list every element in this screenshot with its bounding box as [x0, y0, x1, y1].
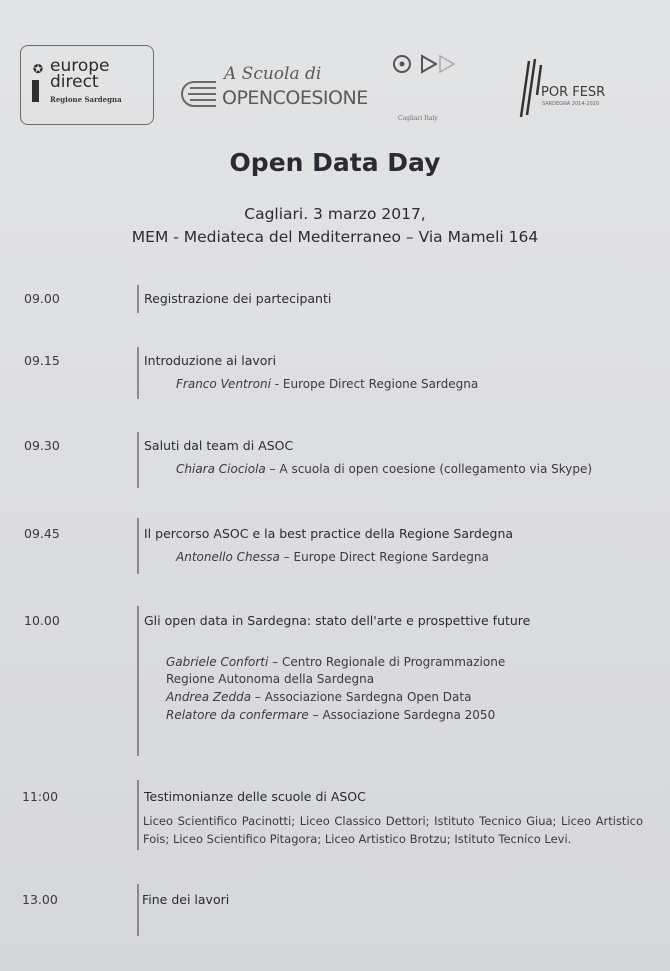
por-fesr-line1: POR FESR	[541, 85, 606, 100]
agenda-speaker	[166, 655, 505, 669]
agenda-topic: Gli open data in Sardegna: stato dell'arte e prospettive future	[144, 613, 531, 628]
por-fesr-line2: SARDEGNA 2014-2020	[542, 101, 600, 107]
agenda-topic: Introduzione ai lavori	[144, 353, 277, 368]
agenda-topic: Testimonianze delle scuole di ASOC	[144, 789, 366, 804]
speaker-affiliation: - Europe Direct Regione Sardegna	[270, 377, 479, 391]
speaker-name: Antonello Chessa	[176, 550, 280, 564]
agenda-speaker	[166, 690, 471, 704]
cagliari-text: Cagliari Italy	[398, 115, 438, 122]
speaker-name: Gabriele Conforti	[166, 655, 269, 669]
agenda-divider	[137, 884, 139, 936]
agenda-speaker	[176, 377, 478, 391]
asoc-lines-icon	[180, 80, 220, 110]
speaker-name: Chiara Ciociola	[176, 462, 266, 476]
agenda-speaker	[166, 708, 495, 722]
agenda-time: 09.30	[24, 438, 60, 453]
cagliari-play-icon	[388, 48, 468, 88]
agenda-time: 09.00	[24, 291, 60, 306]
agenda-speaker	[166, 672, 374, 686]
eu-stars-icon: ✪	[33, 62, 44, 76]
europe-direct-logo	[20, 45, 154, 125]
agenda-speaker	[176, 462, 592, 476]
por-fesr-logo	[515, 55, 625, 125]
agenda-time: 13.00	[22, 892, 58, 907]
asoc-line2: OPENCOESIONE	[222, 87, 368, 109]
speaker-name: Franco Ventroni	[176, 377, 271, 391]
speaker-affiliation: – Centro Regionale di Programmazione	[268, 655, 506, 669]
speaker-name: Relatore da confermare	[166, 708, 309, 722]
event-date: Cagliari. 3 marzo 2017,	[244, 205, 426, 223]
speaker-affiliation: Regione Autonoma della Sardegna	[166, 672, 375, 686]
cagliari-logo	[388, 48, 468, 128]
agenda-divider	[137, 432, 139, 488]
europe-direct-line1: europe	[50, 56, 110, 76]
agenda-time: 11:00	[22, 789, 59, 804]
speaker-affiliation: – Associazione Sardegna Open Data	[251, 690, 472, 704]
eu-flag-icon	[32, 80, 39, 102]
europe-direct-line3: Regione Sardegna	[50, 95, 122, 104]
speaker-affiliation: – Associazione Sardegna 2050	[308, 708, 496, 722]
event-venue: MEM - Mediateca del Mediterraneo – Via Mameli 164	[131, 228, 539, 246]
page-title: Open Data Day	[229, 148, 441, 177]
agenda-topic: Saluti dal team di ASOC	[144, 438, 294, 453]
agenda-divider	[137, 780, 139, 850]
agenda-divider	[137, 285, 139, 313]
speaker-affiliation: – A scuola di open coesione (collegamento via Skype)	[265, 462, 593, 476]
agenda-divider	[137, 347, 139, 399]
speaker-name: Andrea Zedda	[166, 690, 252, 704]
agenda-divider	[137, 606, 139, 756]
schools-list: Liceo Scientifico Pacinotti; Liceo Classico Dettori; Istituto Tecnico Giua; Liceo Artistico Fois; Liceo Scientifico Pitagora; Liceo Artistico Brotzu; Istituto Tecnico Levi.	[143, 814, 643, 846]
speaker-affiliation: – Europe Direct Regione Sardegna	[279, 550, 489, 564]
agenda-divider	[137, 518, 139, 574]
agenda-topic: Registrazione dei partecipanti	[144, 291, 332, 306]
agenda-topic: Il percorso ASOC e la best practice della Regione Sardegna	[144, 526, 514, 541]
agenda-time: 09.45	[24, 526, 60, 541]
agenda-topic: Fine dei lavori	[142, 892, 230, 907]
asoc-line1: A Scuola di	[224, 64, 322, 84]
europe-direct-line2: direct	[50, 72, 99, 92]
agenda-speaker	[176, 550, 489, 564]
agenda-time: 10.00	[24, 613, 60, 628]
asoc-logo	[180, 64, 368, 114]
agenda-time: 09.15	[24, 353, 60, 368]
